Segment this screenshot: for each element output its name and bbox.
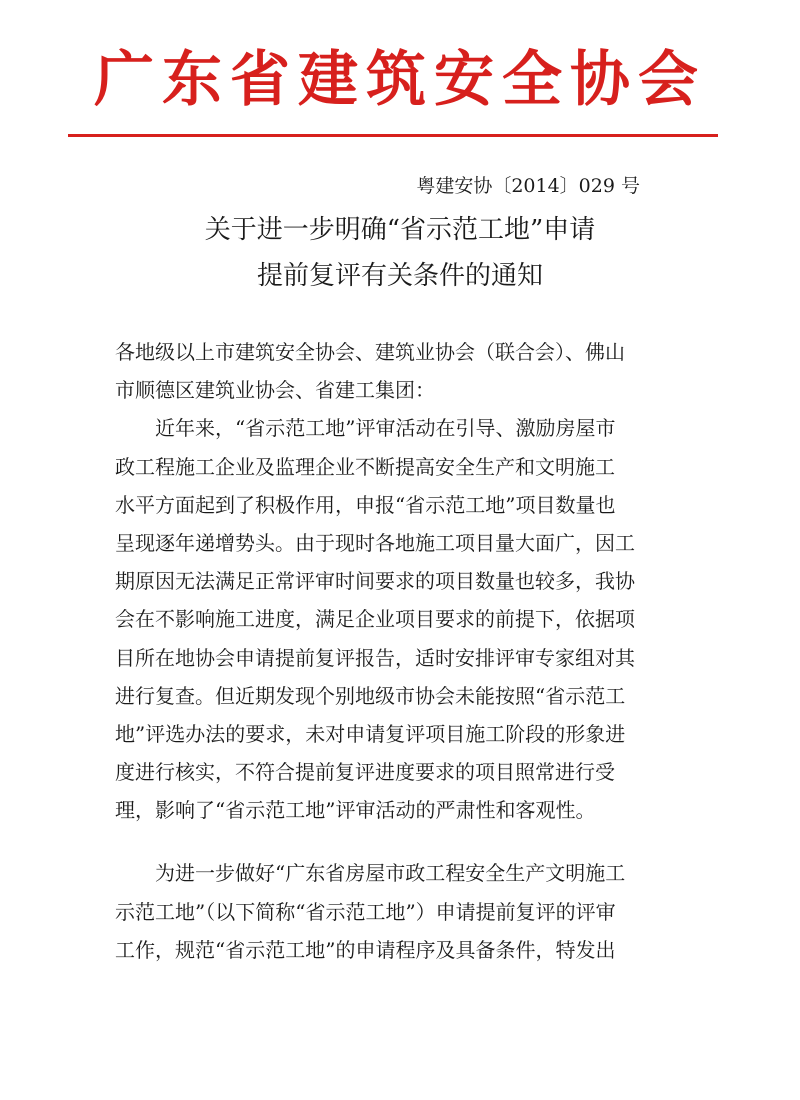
document-title-line-1: 关于进一步明确“省示范工地”申请 <box>204 215 596 245</box>
body-line: 示范工地”（以下简称“省示范工地”）申请提前复评的评审 <box>115 899 616 924</box>
body-line: 为进一步做好“广东省房屋市政工程安全生产文明施工 <box>155 861 626 886</box>
body-line: 会在不影响施工进度，满足企业项目要求的前提下，依据项 <box>115 607 635 632</box>
body-line: 市顺德区建筑业协会、省建工集团： <box>115 378 435 403</box>
body-line: 水平方面起到了积极作用，申报“省示范工地”项目数量也 <box>115 492 616 517</box>
letterhead-red-rule <box>68 134 718 137</box>
body-line: 各地级以上市建筑安全协会、建筑业协会（联合会）、佛山 <box>115 340 625 364</box>
body-line: 度进行核实，不符合提前复评进度要求的项目照常进行受 <box>115 760 615 785</box>
body-line: 期原因无法满足正常评审时间要求的项目数量也较多，我协 <box>115 569 635 594</box>
body-line: 进行复查。但近期发现个别地级市协会未能按照“省示范工 <box>115 683 626 708</box>
paragraph-gap <box>115 829 695 854</box>
body-line: 目所在地协会申请提前复评报告，适时安排评审专家组对其 <box>115 645 635 670</box>
organization-letterhead: 广东省建筑安全协会 <box>94 45 706 115</box>
body-line: 理，影响了“省示范工地”评审活动的严肃性和客观性。 <box>115 798 596 823</box>
body-line: 工作，规范“省示范工地”的申请程序及具备条件，特发出 <box>115 937 616 962</box>
body-line: 近年来，“省示范工地”评审活动在引导、激励房屋市 <box>155 416 616 441</box>
document-body <box>115 333 695 969</box>
body-line: 地”评选办法的要求，未对申请复评项目施工阶段的形象进 <box>115 721 626 746</box>
document-number: 粤建安协〔2014〕029 号 <box>416 175 640 197</box>
body-line: 呈现逐年递增势头。由于现时各地施工项目量大面广，因工 <box>115 530 635 555</box>
document-title-line-2: 提前复评有关条件的通知 <box>256 261 543 291</box>
body-line: 政工程施工企业及监理企业不断提高安全生产和文明施工 <box>115 454 615 479</box>
